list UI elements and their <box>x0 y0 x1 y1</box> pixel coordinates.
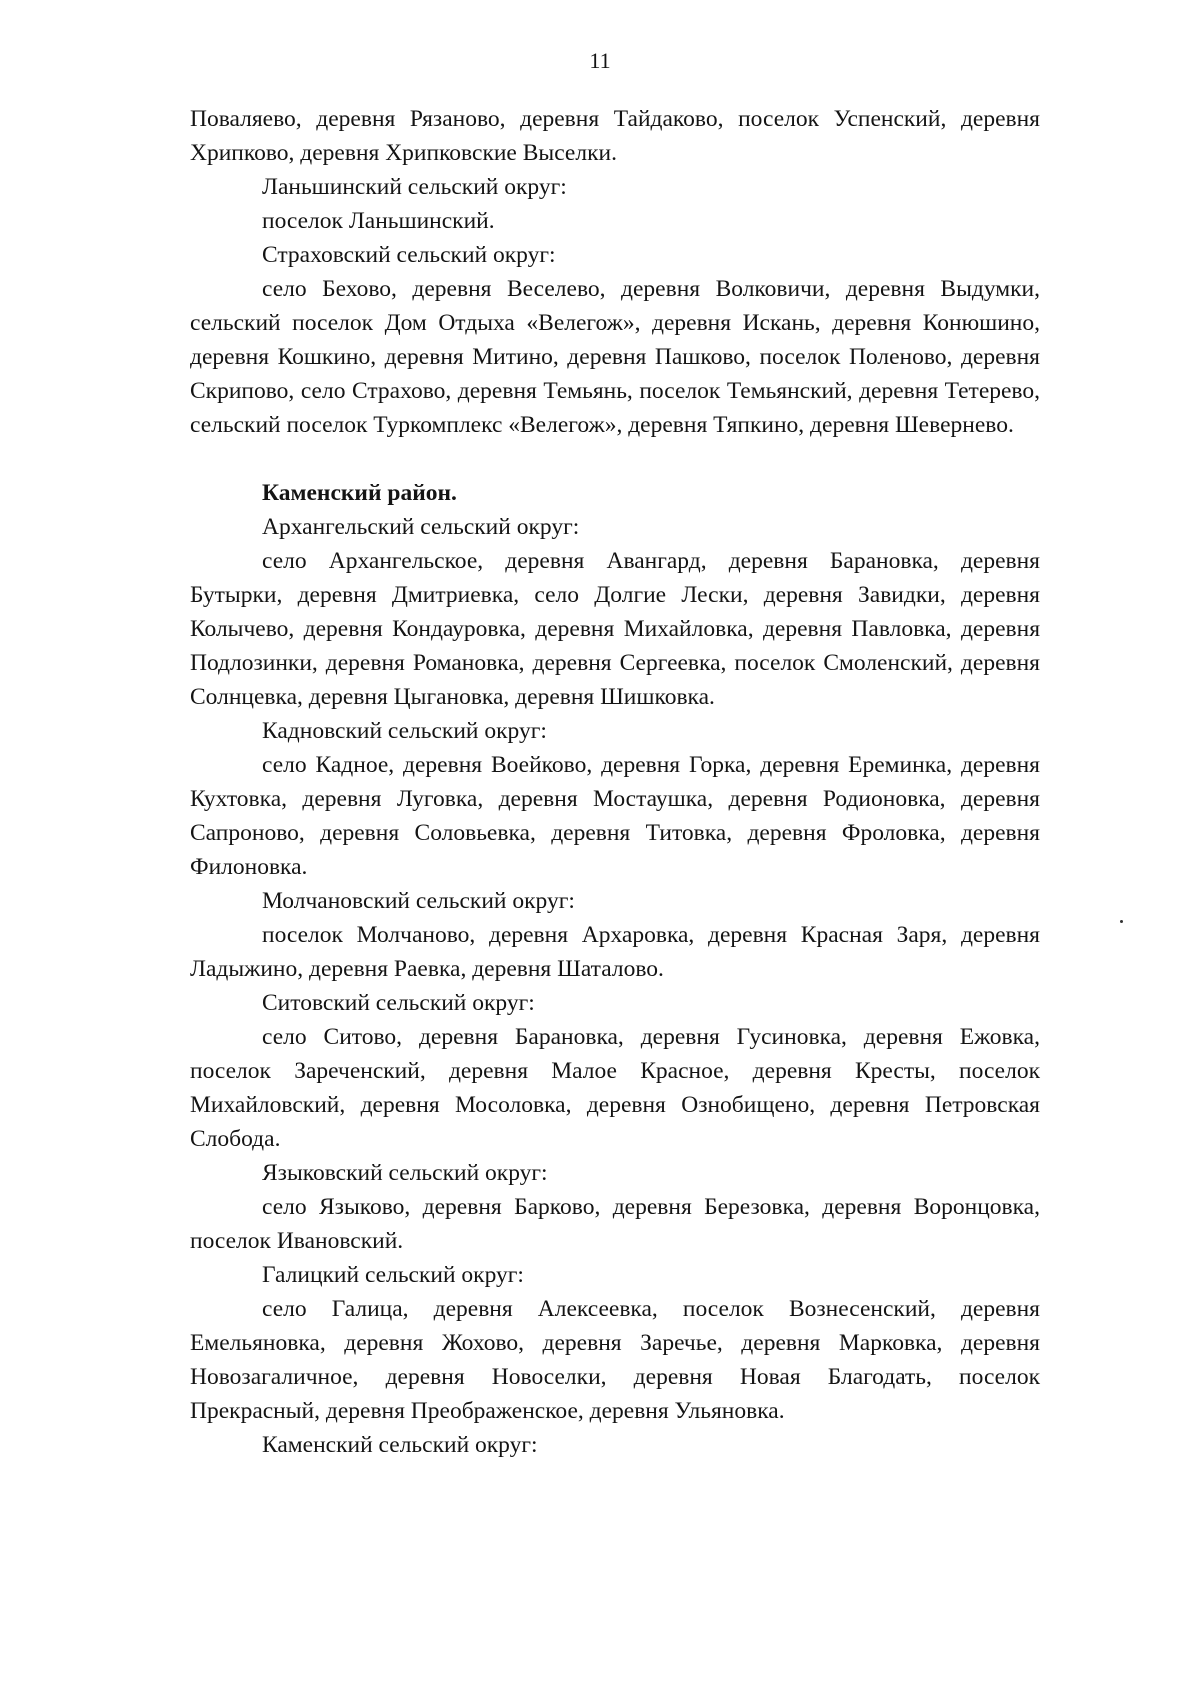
okrug-label-strakhovsky: Страховский сельский округ: <box>262 242 556 268</box>
okrug-list-strakhovsky: село Бехово, деревня Веселево, деревня Волковичи, деревня Выдумки, сельский поселок Дом Отдыха «Велегож», деревня Искань, деревня Конюшино, деревня Кошкино, деревня Митино, деревня Пашково, поселок Поленово, деревня Скрипово, село Страхово, деревня Темьянь, поселок Темьянский, деревня Тетерево, сельский поселок Туркомплекс «Велегож», деревня Тяпкино, деревня Шевернево. <box>190 276 1040 438</box>
okrug-list-arkhangelsky: село Архангельское, деревня Авангард, деревня Барановка, деревня Бутырки, деревня Дмитриевка, село Долгие Лески, деревня Завидки, деревня Колычево, деревня Кондауровка, деревня Михайловка, деревня Павловка, деревня Подлозинки, деревня Романовка, деревня Сергеевка, поселок Смоленский, деревня Солнцевка, деревня Цыгановка, деревня Шишковка. <box>190 548 1040 710</box>
okrug-label-molchanovsky: Молчановский сельский округ: <box>262 888 575 914</box>
okrug-label-kamensky: Каменский сельский округ: <box>262 1432 538 1458</box>
okrug-label-galitsky: Галицкий сельский округ: <box>262 1262 524 1288</box>
page-number: 11 <box>589 48 611 73</box>
scan-speck <box>1120 920 1123 923</box>
okrug-list-lanshinsky: поселок Ланьшинский. <box>262 208 495 234</box>
okrug-label-kadnovsky: Кадновский сельский округ: <box>262 718 547 744</box>
okrug-list-yazykovsky: село Языково, деревня Барково, деревня Березовка, деревня Воронцовка, поселок Ивановский. <box>190 1194 1040 1254</box>
okrug-label-sitovsky: Ситовский сельский округ: <box>262 990 535 1016</box>
okrug-list-kadnovsky: село Кадное, деревня Воейково, деревня Горка, деревня Ереминка, деревня Кухтовка, деревня Луговка, деревня Мостаушка, деревня Родионовка, деревня Сапроново, деревня Соловьевка, деревня Титовка, деревня Фроловка, деревня Филоновка. <box>190 752 1040 880</box>
okrug-list-sitovsky: село Ситово, деревня Барановка, деревня Гусиновка, деревня Ежовка, поселок Зареченский, деревня Малое Красное, деревня Кресты, поселок Михайловский, деревня Мосоловка, деревня Ознобищено, деревня Петровская Слобода. <box>190 1024 1040 1152</box>
okrug-label-yazykovsky: Языковский сельский округ: <box>262 1160 548 1186</box>
okrug-label-arkhangelsky: Архангельский сельский округ: <box>262 514 580 540</box>
okrug-list-galitsky: село Галица, деревня Алексеевка, поселок Вознесенский, деревня Емельяновка, деревня Жохово, деревня Заречье, деревня Марковка, деревня Новозагаличное, деревня Новоселки, деревня Новая Благодать, поселок Прекрасный, деревня Преображенское, деревня Ульяновка. <box>190 1296 1040 1424</box>
continuation-paragraph: Поваляево, деревня Рязаново, деревня Тайдаково, поселок Успенский, деревня Хрипково, деревня Хрипковские Выселки. <box>190 106 1040 166</box>
okrug-list-molchanovsky: поселок Молчаново, деревня Архаровка, деревня Красная Заря, деревня Ладыжино, деревня Раевка, деревня Шаталово. <box>190 922 1040 982</box>
document-body <box>190 102 1040 1462</box>
okrug-label-lanshinsky: Ланьшинский сельский округ: <box>262 174 567 200</box>
district-heading-kamensky: Каменский район. <box>262 480 457 506</box>
